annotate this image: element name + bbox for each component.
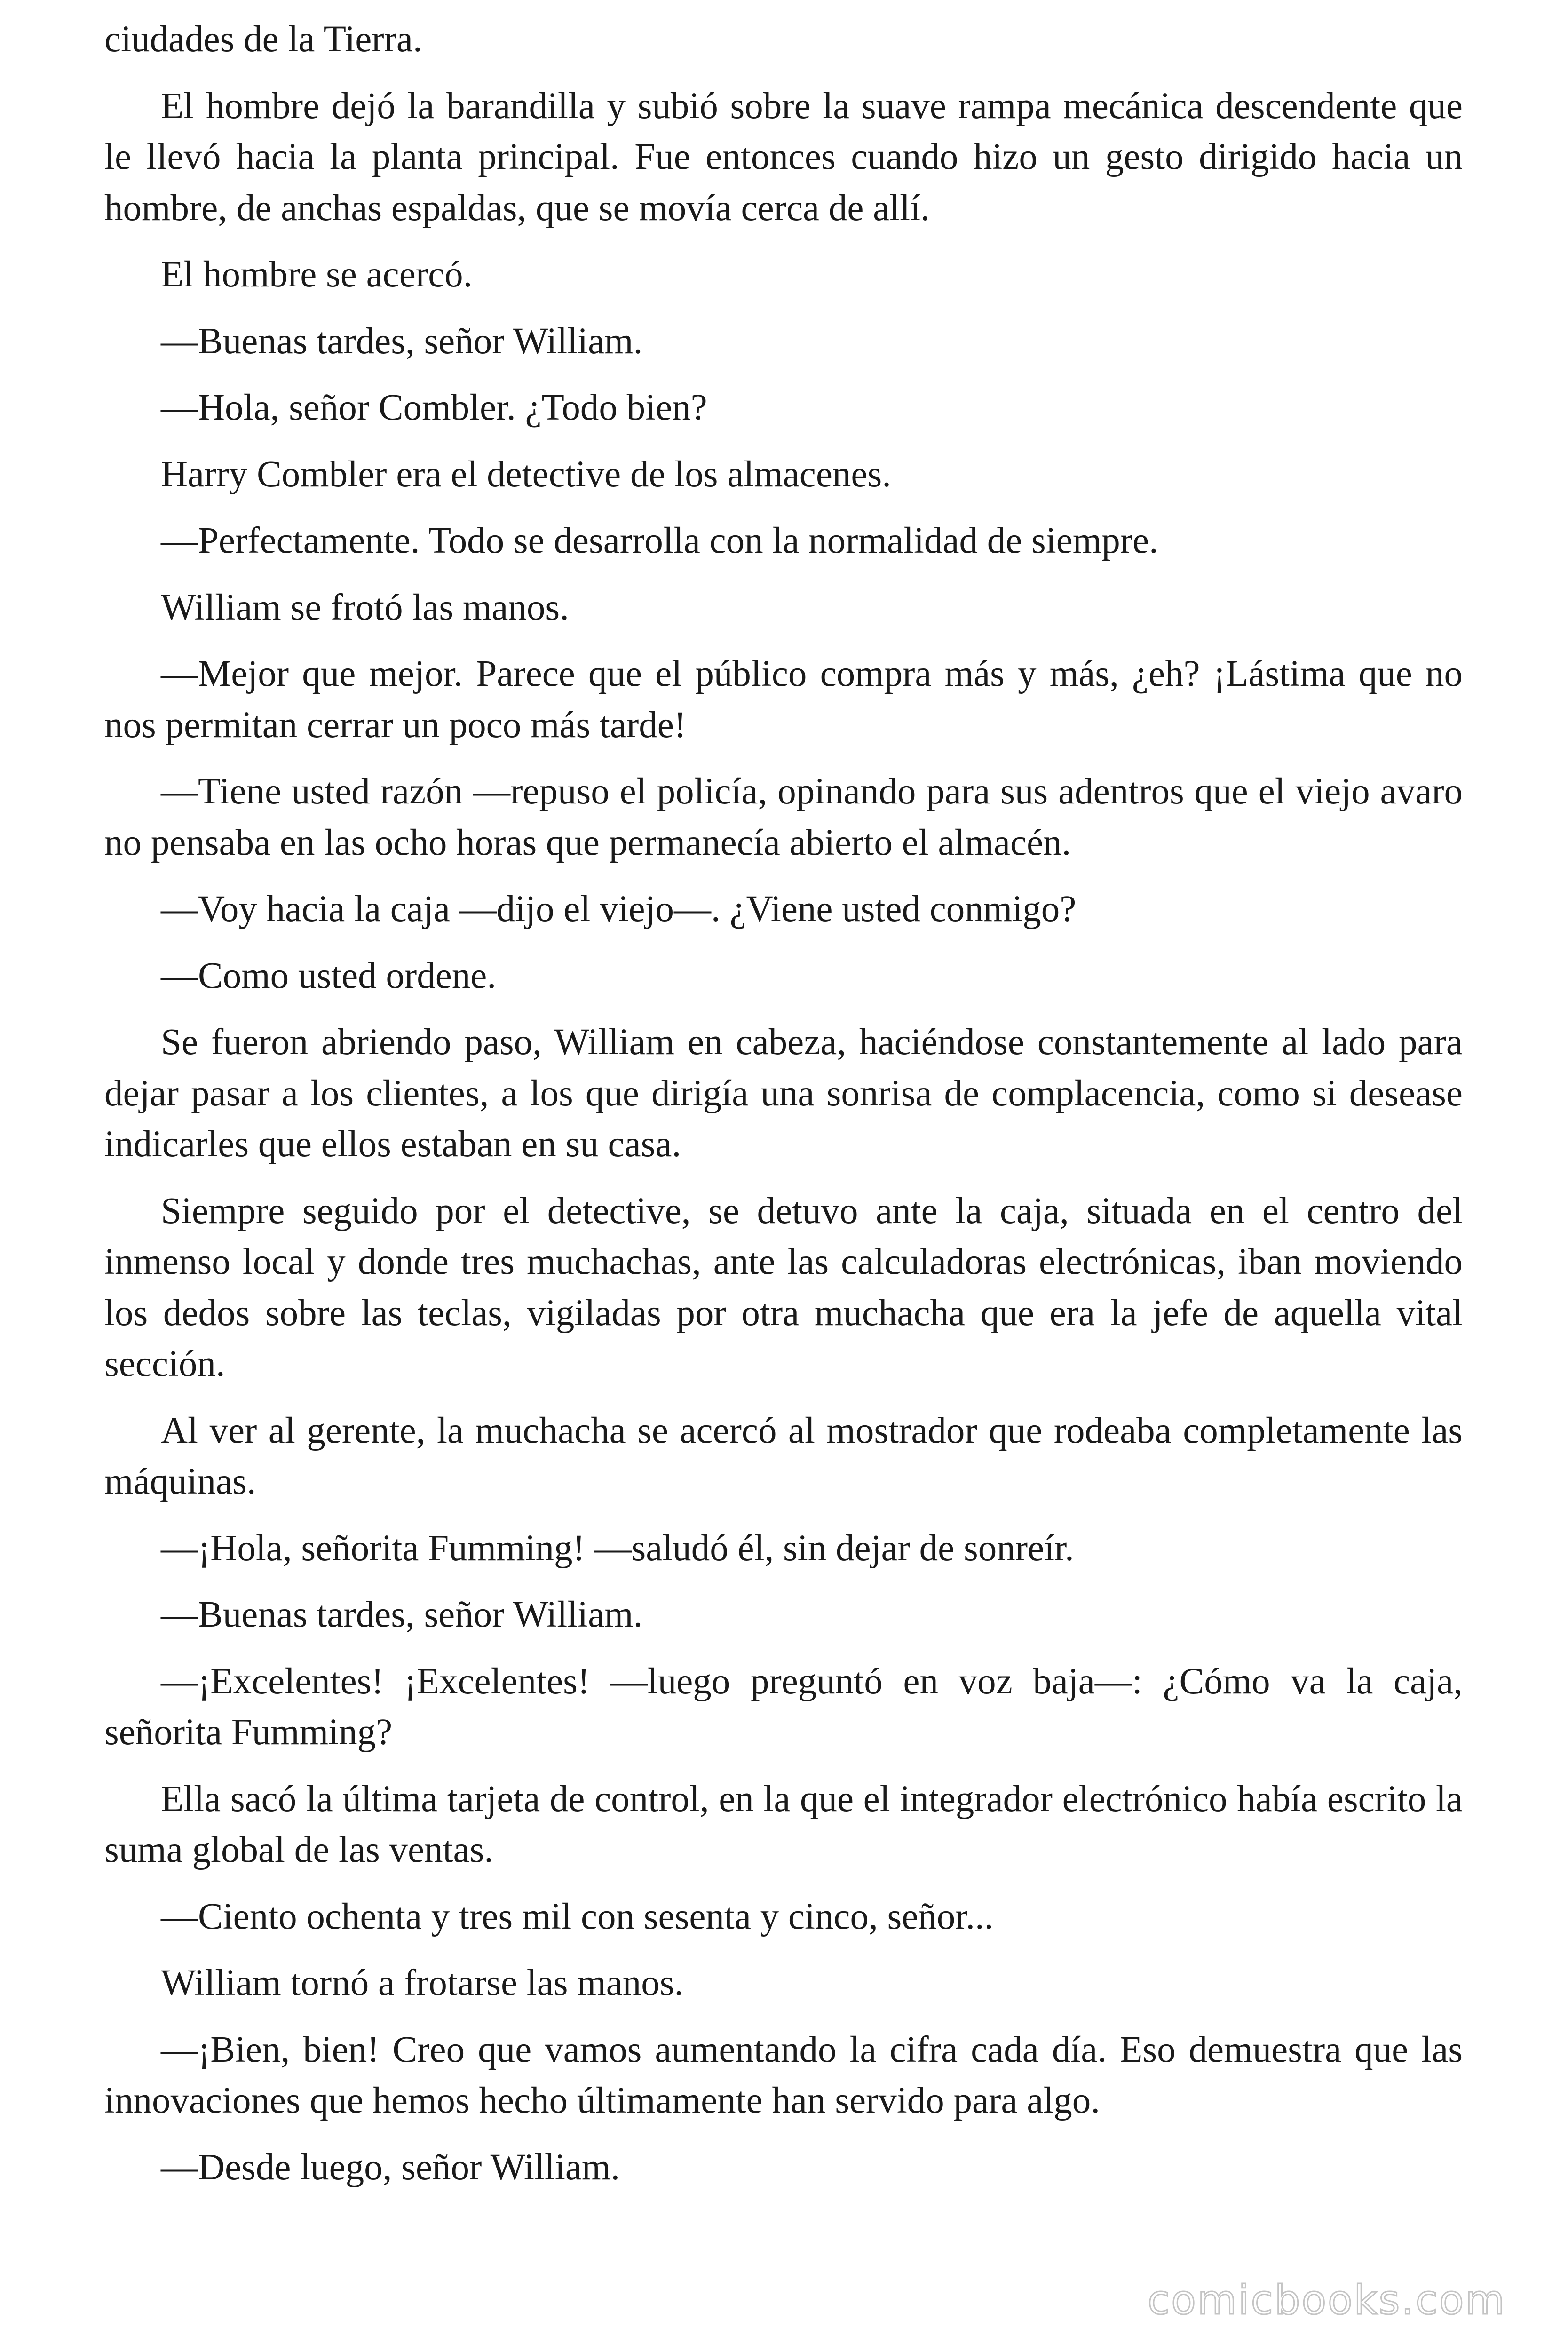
paragraph-continuation: ciudades de la Tierra. bbox=[104, 19, 422, 60]
paragraph: Ella sacó la última tarjeta de control, en la que el integrador electrónico había escrito la suma global de las ventas. bbox=[104, 1778, 1463, 1870]
dialogue-line: —Como usted ordene. bbox=[161, 955, 497, 996]
paragraph: El hombre dejó la barandilla y subió sobre la suave rampa mecánica descendente que le llevó hacia la planta principal. Fue entonces cuando hizo un gesto dirigido hacia un hombre, de anchas espaldas, que se movía cerca de allí. bbox=[104, 85, 1463, 229]
paragraph: Al ver al gerente, la muchacha se acercó al mostrador que rodeaba completamente las máquinas. bbox=[104, 1410, 1463, 1502]
dialogue-line: —Buenas tardes, señor William. bbox=[161, 320, 643, 362]
dialogue-line: —Buenas tardes, señor William. bbox=[161, 1594, 643, 1635]
dialogue-line: —¡Excelentes! ¡Excelentes! —luego preguntó en voz baja—: ¿Cómo va la caja, señorita Fumming? bbox=[104, 1661, 1463, 1753]
paragraph: Harry Combler era el detective de los almacenes. bbox=[161, 453, 891, 495]
dialogue-line: —Hola, señor Combler. ¿Todo bien? bbox=[161, 387, 707, 428]
book-page bbox=[104, 14, 1463, 2209]
paragraph: Se fueron abriendo paso, William en cabeza, haciéndose constantemente al lado para dejar pasar a los clientes, a los que dirigía una sonrisa de complacencia, como si desease indicarles que ellos estaban en su casa. bbox=[104, 1022, 1463, 1165]
dialogue-line: —Ciento ochenta y tres mil con sesenta y cinco, señor... bbox=[161, 1896, 994, 1937]
dialogue-line: —Perfectamente. Todo se desarrolla con la normalidad de siempre. bbox=[161, 520, 1158, 561]
watermark: comicbooks.com bbox=[1148, 2277, 1506, 2324]
paragraph: Siempre seguido por el detective, se detuvo ante la caja, situada en el centro del inmenso local y donde tres muchachas, ante las calculadoras electrónicas, iban moviendo los dedos sobre las teclas, vigiladas por otra muchacha que era la jefe de aquella vital sección. bbox=[104, 1190, 1463, 1384]
dialogue-line: —Tiene usted razón —repuso el policía, opinando para sus adentros que el viejo avaro no pensaba en las ocho horas que permanecía abierto el almacén. bbox=[104, 771, 1463, 863]
dialogue-line: —Voy hacia la caja —dijo el viejo—. ¿Viene usted conmigo? bbox=[161, 889, 1077, 930]
paragraph: William tornó a frotarse las manos. bbox=[161, 1963, 684, 2003]
dialogue-line: —¡Hola, señorita Fumming! —saludó él, sin dejar de sonreír. bbox=[161, 1527, 1074, 1569]
paragraph: William se frotó las manos. bbox=[161, 587, 569, 628]
paragraph: El hombre se acercó. bbox=[161, 254, 473, 295]
dialogue-line: —Desde luego, señor William. bbox=[161, 2146, 620, 2188]
dialogue-line: —Mejor que mejor. Parece que el público compra más y más, ¿eh? ¡Lástima que no nos permitan cerrar un poco más tarde! bbox=[104, 653, 1463, 746]
dialogue-line: —¡Bien, bien! Creo que vamos aumentando la cifra cada día. Eso demuestra que las innovaciones que hemos hecho últimamente han servido para algo. bbox=[104, 2029, 1463, 2121]
